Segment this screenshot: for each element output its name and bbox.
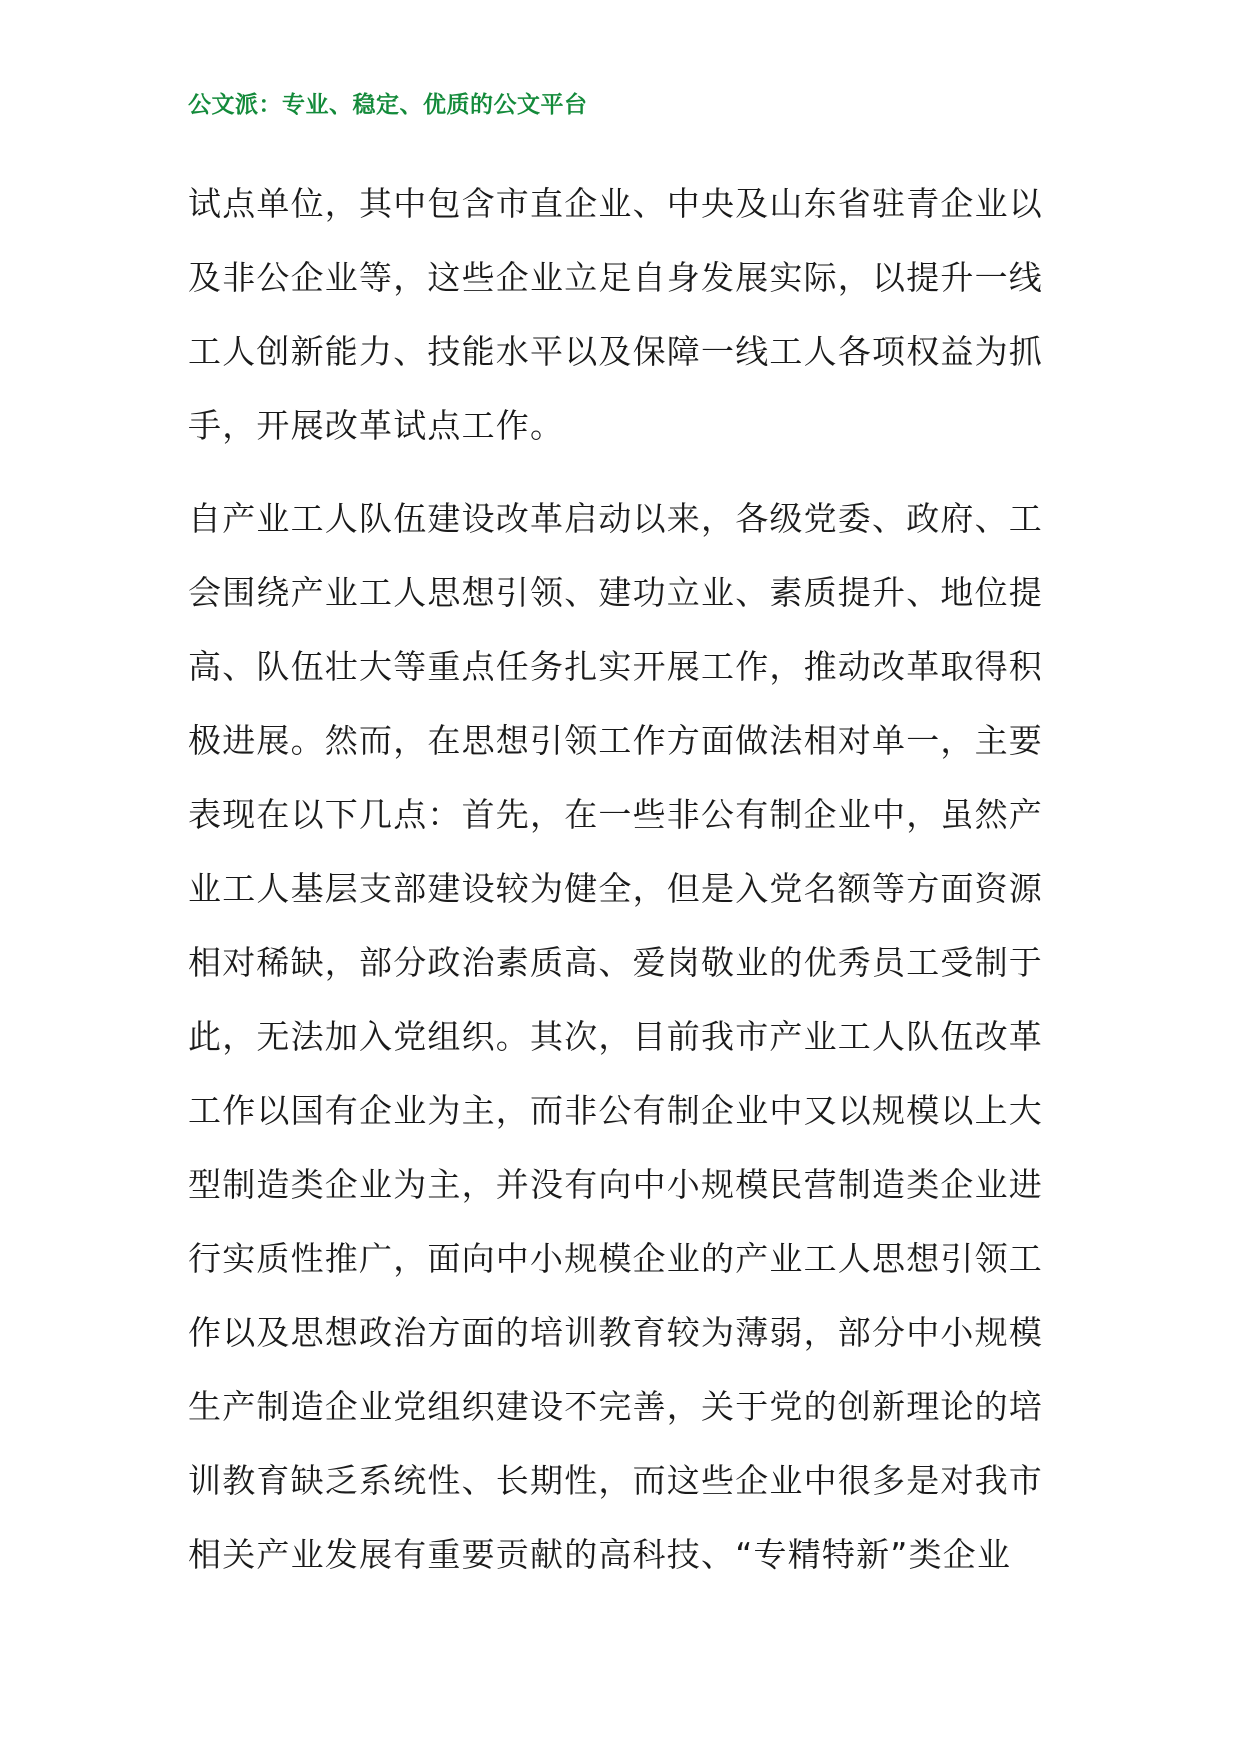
text-line: 业工人基层支部建设较为健全，但是入党名额等方面资源 xyxy=(188,869,1043,908)
text-line: 作以及思想政治方面的培训教育较为薄弱，部分中小规模 xyxy=(188,1313,1043,1352)
text-line: 生产制造企业党组织建设不完善，关于党的创新理论的培 xyxy=(188,1387,1043,1426)
text-line: 工作以国有企业为主，而非公有制企业中又以规模以上大 xyxy=(188,1091,1043,1130)
text-line: 训教育缺乏系统性、长期性，而这些企业中很多是对我市 xyxy=(188,1461,1043,1500)
text-line: 此，无法加入党组织。其次，目前我市产业工人队伍改革 xyxy=(188,1017,1043,1056)
text-line: 高、队伍壮大等重点任务扎实开展工作，推动改革取得积 xyxy=(188,647,1043,686)
text-line: 极进展。然而，在思想引领工作方面做法相对单一，主要 xyxy=(188,721,1043,760)
text-line: 型制造类企业为主，并没有向中小规模民营制造类企业进 xyxy=(188,1165,1043,1204)
text-line: 表现在以下几点：首先，在一些非公有制企业中，虽然产 xyxy=(188,795,1043,834)
text-line: 工人创新能力、技能水平以及保障一线工人各项权益为抓 xyxy=(188,332,1043,371)
text-line: 相对稀缺，部分政治素质高、爱岗敬业的优秀员工受制于 xyxy=(188,943,1043,982)
text-line: 会围绕产业工人思想引领、建功立业、素质提升、地位提 xyxy=(188,573,1043,612)
text-line: 自产业工人队伍建设改革启动以来，各级党委、政府、工 xyxy=(188,499,1043,538)
paragraph-1 xyxy=(188,167,1058,463)
text-line: 手，开展改革试点工作。 xyxy=(188,406,565,445)
document-body xyxy=(188,167,1058,1611)
site-header-title: 公文派：专业、稳定、优质的公文平台 xyxy=(188,92,588,118)
text-line: 及非公企业等，这些企业立足自身发展实际，以提升一线 xyxy=(188,258,1043,297)
text-line: 行实质性推广，面向中小规模企业的产业工人思想引领工 xyxy=(188,1239,1043,1278)
text-line: 相关产业发展有重要贡献的高科技、“专精特新”类企业 xyxy=(188,1535,1012,1574)
paragraph-2 xyxy=(188,482,1058,1592)
text-line: 试点单位，其中包含市直企业、中央及山东省驻青企业以 xyxy=(188,184,1043,223)
